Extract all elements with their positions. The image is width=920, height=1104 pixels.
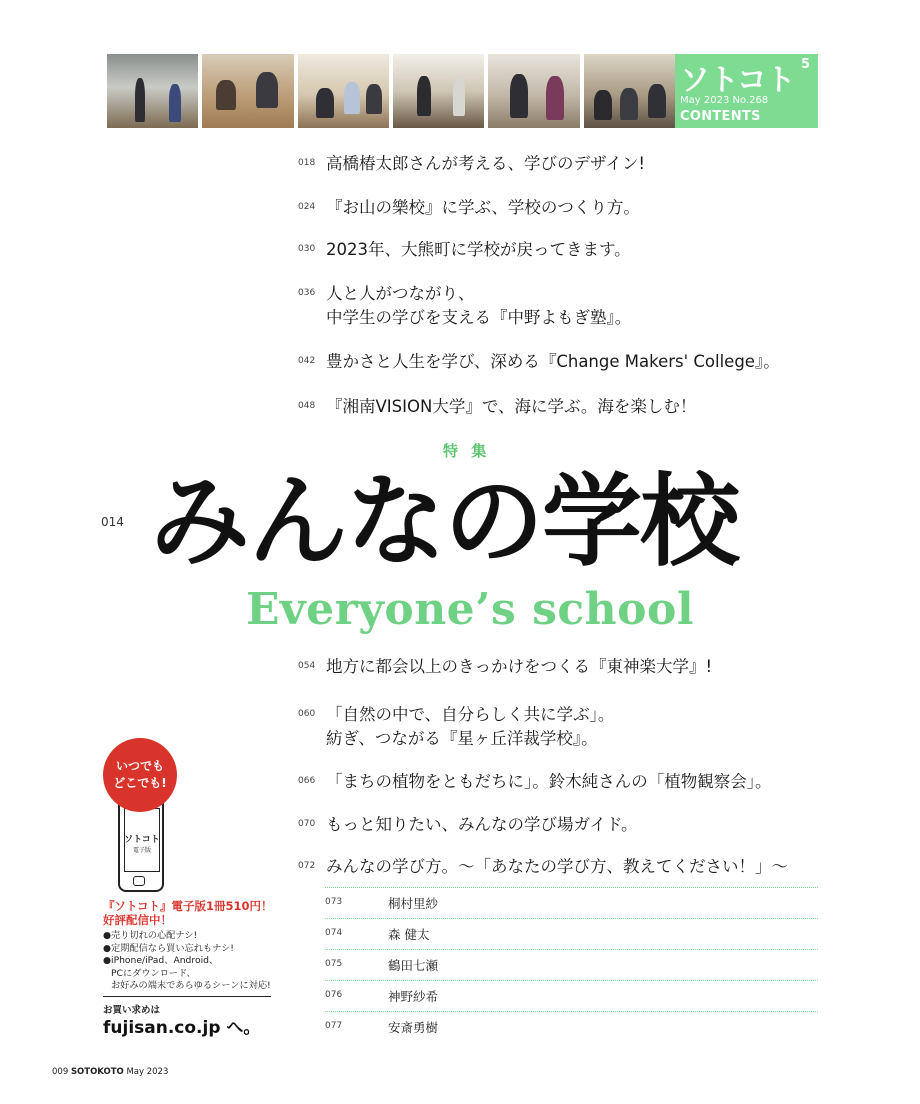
article-entry[interactable] (298, 855, 788, 879)
article-entry[interactable] (298, 770, 772, 794)
header-photo (298, 54, 389, 128)
article-title: 『湘南VISION大学』で、海に学ぶ。海を楽しむ！ (326, 397, 697, 416)
issue-month-number: 5 (801, 57, 811, 72)
article-entry[interactable] (298, 395, 696, 419)
issue-info: May 2023 No.268 (680, 95, 769, 106)
sub-entry-name: 森 健太 (388, 927, 430, 942)
badge-line: いつでも (115, 759, 164, 773)
folio-page-number: 009 (52, 1067, 69, 1077)
phone-home-button (133, 876, 145, 886)
article-entry[interactable] (298, 152, 645, 176)
article-title: 地方に都会以上のきっかけをつくる『東神楽大学』! (326, 657, 713, 676)
feature-label: 特 集 (443, 442, 491, 460)
ad-headline (103, 899, 273, 927)
sub-entry-name: 神野紗希 (388, 989, 439, 1004)
feature-subtitle-en: Everyone’s school (246, 584, 695, 635)
folio-magazine: SOTOKOTO (70, 1067, 124, 1077)
sub-entry[interactable] (325, 980, 818, 1011)
ad-headline-line: 好評配信中！ (103, 913, 172, 927)
article-title: みんなの学び方。〜「あなたの学び方、教えてください！」〜 (326, 857, 788, 876)
ad-bullet: お好みの端末であらゆるシーンに対応! (111, 980, 271, 991)
ad-headline-line: 『ソトコト』電子版1冊510円！ (103, 899, 273, 913)
sub-entry-name: 桐村里紗 (388, 896, 439, 911)
ad-bullet: ●売り切れの心配ナシ! (103, 930, 198, 941)
phone-logo: ソトコト (124, 835, 160, 845)
article-entry[interactable] (298, 196, 640, 220)
article-title: 人と人がつながり、 (326, 284, 475, 303)
sub-entry-page-number: 073 (325, 897, 343, 907)
header-photo-strip (107, 54, 675, 128)
header-photo (584, 54, 675, 128)
header-photo (202, 54, 293, 128)
sub-entry-name: 鶴田七瀬 (388, 958, 439, 973)
article-title: 2023年、大熊町に学校が戻ってきます。 (326, 240, 631, 259)
sub-entry-page-number: 076 (325, 990, 343, 1000)
page-folio (52, 1067, 168, 1077)
article-page-number: 048 (298, 401, 316, 411)
article-entry[interactable] (298, 655, 712, 679)
phone-sub-label: 電子版 (132, 847, 151, 854)
article-page-number: 036 (298, 288, 316, 298)
ad-badge (103, 738, 177, 812)
feature-page-number: 014 (101, 515, 124, 529)
ad-bullets (103, 930, 271, 993)
sub-entry-page-number: 077 (325, 1021, 343, 1031)
sub-entry[interactable] (325, 918, 818, 949)
contents-label: CONTENTS (680, 109, 761, 124)
magazine-logo: ソトコト (680, 63, 795, 98)
article-title: 「まちの植物をともだちに」。鈴木純さんの「植物観察会」。 (326, 772, 772, 791)
sub-entry-name: 安斎勇樹 (388, 1020, 439, 1035)
article-title: 「自然の中で、自分らしく共に学ぶ」。 (326, 705, 615, 724)
article-page-number: 042 (298, 356, 316, 366)
article-entry[interactable] (298, 813, 638, 837)
article-title-line2: 中学生の学びを支える『中野よもぎ塾』。 (326, 308, 632, 327)
sub-entry[interactable] (325, 949, 818, 980)
article-title-line2: 紡ぎ、つながる『星ヶ丘洋裁学校』。 (326, 729, 598, 748)
badge-line: どこでも! (113, 776, 167, 790)
article-page-number: 018 (298, 158, 316, 168)
sub-entry[interactable] (325, 887, 818, 918)
article-title: 高橋椿太郎さんが考える、学びのデザイン! (326, 154, 645, 173)
article-page-number: 024 (298, 202, 316, 212)
article-entry[interactable] (298, 238, 631, 262)
article-page-number: 072 (298, 861, 316, 871)
ad-cta: お買い求めは (103, 1005, 161, 1016)
folio-date: May 2023 (126, 1067, 169, 1077)
ad-url-link[interactable]: fujisan.co.jp へ。 (103, 1018, 261, 1038)
ad-bullet: ●iPhone/iPad、Android、 (103, 955, 219, 966)
article-entry[interactable] (298, 350, 780, 374)
article-page-number: 060 (298, 709, 316, 719)
ad-bullet: PCにダウンロード、 (111, 967, 196, 979)
sub-entry-page-number: 075 (325, 959, 343, 969)
article-title: もっと知りたい、みんなの学び場ガイド。 (326, 815, 638, 834)
sub-entry-page-number: 074 (325, 928, 343, 938)
header-photo (107, 54, 198, 128)
feature-title[interactable]: みんなの学校 (150, 463, 738, 580)
article-entry[interactable] (298, 282, 631, 330)
article-page-number: 030 (298, 244, 316, 254)
sub-entry[interactable] (325, 1011, 818, 1042)
article-page-number: 070 (298, 819, 316, 829)
article-page-number: 054 (298, 661, 316, 671)
article-page-number: 066 (298, 776, 316, 786)
article-title: 豊かさと人生を学び、深める『Change Makers' College』。 (326, 352, 780, 371)
article-title: 『お山の樂校』に学ぶ、学校のつくり方。 (326, 198, 640, 217)
article-entry[interactable] (298, 703, 614, 751)
header-photo (393, 54, 484, 128)
header-photo (488, 54, 579, 128)
ad-bullet: ●定期配信なら買い忘れもナシ! (103, 942, 234, 954)
ad-divider (103, 996, 271, 997)
